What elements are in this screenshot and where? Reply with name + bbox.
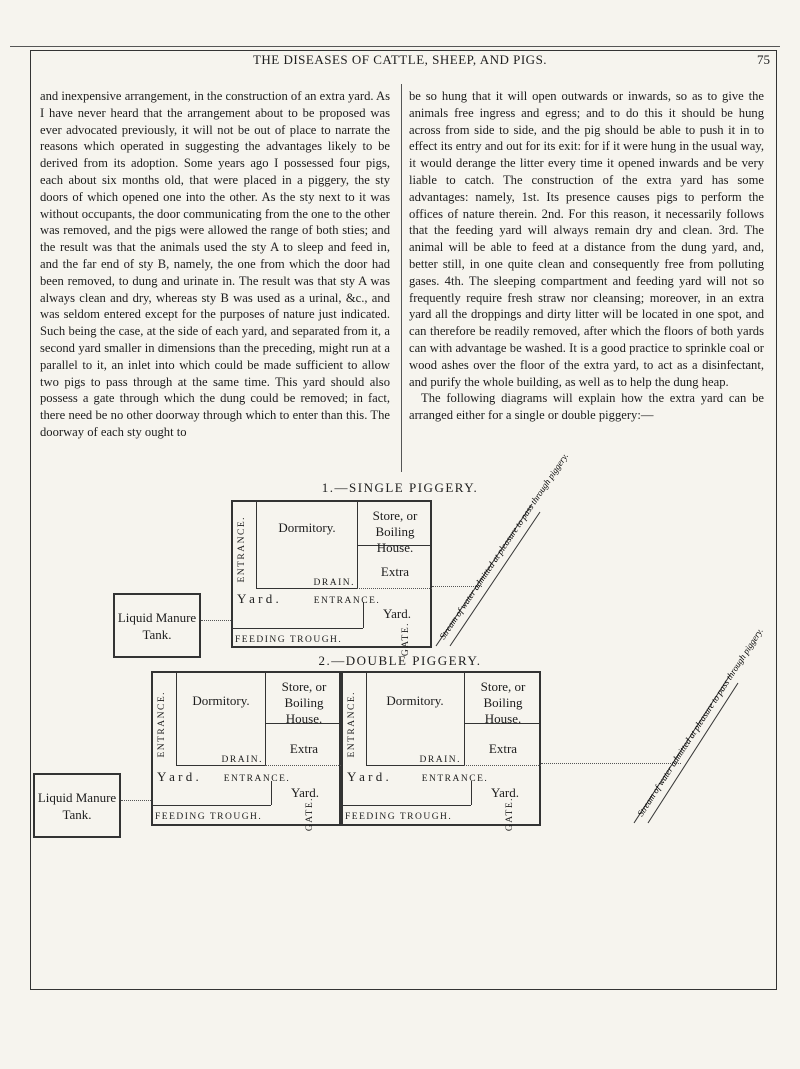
figure2-left-dormitory: Dormitory. (192, 693, 250, 708)
page-number: 75 (757, 52, 770, 67)
left-paragraph: and inexpensive arrangement, in the construction of an extra yard. As I have never heard that the arrangement about to be proposed was ever advocated previously, it will not be out of place to narrate the reasons which operated in suggesting the advantages likely to be derived from its adoption. Some years ago I possessed four pigs, each about six months old, that were placed in a piggery, the sty doors of which opened one into the other. As the sty next to it was without occupants, the door communicating from the one to the other was removed, and the pigs were allowed the range of both sties; and the result was that the animals used the sty A to sleep and feed in, and the far end of sty B, namely, the one from which the door had been removed, to dung and urinate in. The result was that sty A was always clean and dry, whereas sty B was used as a urinal, &c., and was seldom entered except for the purposes of nature just indicated. Such being the case, at the side of each yard, and separated from it, a second yard smaller in dimensions than the preceding, might run at a parallel to it, an inlet into which could be made sufficient to allow two pigs to pass through at the same time. This yard should also possess a gate through which the dung could be removed; in fact, there need be no other doorway through which to enter than this. The doorway of each sty ought to (40, 89, 390, 439)
figure1-yard-right: Yard. (383, 606, 411, 621)
figure2-right-extra: Extra (488, 741, 518, 756)
left-column (40, 88, 390, 441)
figure2-right-yard-right: Yard. (491, 785, 519, 800)
figure2-plan-left (151, 671, 341, 832)
figure1-stream-of-water (432, 451, 571, 650)
figure1-liquid-manure-tank (113, 593, 201, 658)
figure1-drain: DRAIN. (313, 578, 355, 588)
figure2-stream-label: Stream of water admitted at pleasure to pass through piggery. (635, 626, 765, 819)
figure2-left-extra: Extra (289, 741, 319, 756)
figure2-right-entrance-vertical: ENTRANCE. (347, 691, 357, 758)
figure2-right-store-wall (464, 673, 465, 765)
figure1-trough-line (233, 628, 363, 629)
figure2-left-store-wall (265, 673, 266, 765)
figure1-dotted-divider (357, 588, 432, 589)
figure1-store: Store, or Boiling House. (372, 508, 418, 555)
figure1-feeding-trough: FEEDING TROUGH. (235, 635, 343, 645)
figure2-right-dormitory: Dormitory. (386, 693, 444, 708)
figure2-left-store: Store, or Boiling House. (281, 679, 327, 726)
right-paragraph-1: be so hung that it will open outwards or inwards, so as to give the animals free ingress and egress; and to do this it should be hung across from side to side, and the pig should be able to push it in to effect its entry and out for its exit: for if it were hung in the usual way, it would derange the litter every time it opened inwards and be very liable to catch. The construction of the extra yard has some advantages: namely, 1st. Its presence causes pigs to perform the offices of nature therein. 2nd. For this reason, it necessarily follows that the feeding yard will always remain dry and clean. 3rd. The animal will be able to feed at a distance from the dung yard, and, better still, in one quite clean and consequently free from polluting gases. 4th. The sleeping compartment and feeding yard will not so frequently require fresh straw nor cleansing; moreover, in an extra yard all the droppings and dirty litter will be located in one spot, and can therefore be readily removed, after which the floors of both yards can with advantage be washed. It is a good practice to sprinkle coal or wood ashes over the floor of the extra yard, to act as a disinfectant, and purify the whole building, as well as to help the dung heap. (409, 89, 764, 389)
figure2-stream-of-water (630, 626, 765, 826)
figure2-liquid-manure-tank (33, 773, 121, 838)
figure1-extra: Extra (380, 564, 410, 579)
running-head: THE DISEASES OF CATTLE, SHEEP, AND PIGS. (252, 52, 548, 67)
figure1-dormitory: Dormitory. (278, 520, 336, 535)
figure2-left-dotted-divider (265, 765, 341, 766)
figure2-tank-label: Liquid Manure Tank. (37, 790, 117, 822)
figure1-yard-left: Y a r d . (237, 591, 279, 606)
figure2-tank-connector (121, 800, 151, 801)
figure2-right-feeding-trough: FEEDING TROUGH. (345, 812, 453, 822)
figure2-left-gate: GATE. (305, 797, 315, 832)
figure1-tank-label: Liquid Manure Tank. (117, 610, 197, 642)
figure1-stream-label: Stream of water admitted at pleasure to pass through piggery. (437, 451, 571, 642)
figure1-gate: GATE. (401, 622, 411, 657)
figure1-entrance-horizontal: ENTRANCE. (313, 596, 381, 606)
column-divider (401, 84, 402, 472)
figure2-right-entrance-horizontal: ENTRANCE. (421, 774, 489, 784)
figure2-right-entrance-wall (366, 673, 367, 765)
figure1-title: 1.—SINGLE PIGGERY. (321, 480, 479, 495)
figure2-left-entrance-vertical: ENTRANCE. (157, 691, 167, 758)
figure2-right-store: Store, or Boiling House. (480, 679, 526, 726)
figure2-right-yard: Y a r d . (347, 769, 389, 784)
figure2-title: 2.—DOUBLE PIGGERY. (318, 653, 482, 668)
figure2-left-feeding-trough: FEEDING TROUGH. (155, 812, 263, 822)
figure1-stream-bank-2 (450, 512, 540, 646)
figure2-left-entrance-wall (176, 673, 177, 765)
figure1-plan (231, 500, 432, 657)
right-column (409, 88, 764, 424)
figure2-right-trough-line (343, 805, 471, 806)
figure2-left-yard: Y a r d . (157, 769, 199, 784)
figure2-right-dotted-divider (464, 765, 541, 766)
figure2-left-drain: DRAIN. (221, 755, 263, 765)
figure1-entrance-wall (256, 502, 257, 588)
figure2-right-drain: DRAIN. (419, 755, 461, 765)
figure2-plan-right (341, 671, 541, 832)
figure2-right-gate: GATE. (505, 797, 515, 832)
right-paragraph-2: The following diagrams will explain how the extra yard can be arranged either for a single or double piggery:— (409, 391, 764, 423)
figure2-stream-bank-2 (648, 683, 738, 823)
header-rule (10, 46, 780, 47)
figure1-tank-connector (201, 620, 231, 621)
figure2-left-yard-right: Yard. (291, 785, 319, 800)
figure2-left-entrance-horizontal: ENTRANCE. (223, 774, 291, 784)
figure1-entrance-vertical: ENTRANCE. (237, 516, 247, 583)
figure2-left-trough-line (153, 805, 271, 806)
